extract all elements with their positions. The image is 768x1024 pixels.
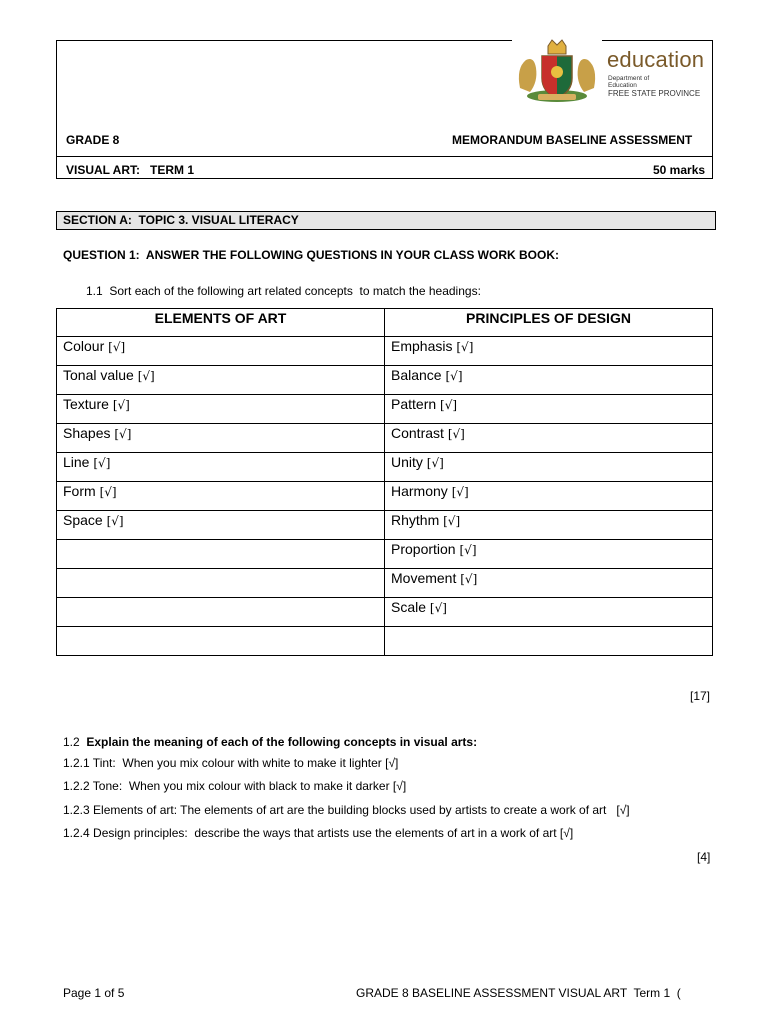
footer-title: GRADE 8 BASELINE ASSESSMENT VISUAL ART Term 1 (: [356, 986, 681, 1000]
answer-1-2-1: 1.2.1 Tint: When you mix colour with white to make it lighter [√]: [63, 756, 399, 770]
concept-label: Balance: [391, 367, 442, 383]
element-of-art-cell: [57, 540, 385, 569]
element-of-art-cell: [57, 627, 385, 656]
tick-mark: [√]: [445, 369, 463, 383]
concept-label: Texture: [63, 396, 109, 412]
principle-of-design-cell: [385, 337, 713, 366]
concept-label: Harmony: [391, 483, 448, 499]
table-row: [57, 395, 713, 424]
tick-mark: [√]: [93, 456, 111, 470]
concept-label: Tonal value: [63, 367, 134, 383]
tick-mark: [√]: [459, 543, 477, 557]
table-header-row: [57, 309, 713, 337]
concept-label: Shapes: [63, 425, 111, 441]
principle-of-design-cell: [385, 366, 713, 395]
concept-label: Colour: [63, 338, 105, 354]
principle-of-design-cell: [385, 482, 713, 511]
element-of-art-cell: [57, 569, 385, 598]
tick-mark: [√]: [112, 398, 130, 412]
tick-mark: [√]: [447, 427, 465, 441]
tick-mark: [√]: [108, 340, 126, 354]
question-1-1-prompt: 1.1 Sort each of the following art related concepts to match the headings:: [86, 284, 481, 298]
tick-mark: [√]: [456, 340, 474, 354]
question-1-2-number: 1.2: [63, 735, 84, 749]
answer-1-2-4: 1.2.4 Design principles: describe the ways that artists use the elements of art in a work of art [√]: [63, 826, 574, 840]
principle-of-design-cell: [385, 569, 713, 598]
table-row: [57, 569, 713, 598]
tick-mark: [√]: [440, 398, 458, 412]
concept-label: Unity: [391, 454, 423, 470]
question-1-2-prompt: [63, 735, 477, 749]
table-row: [57, 482, 713, 511]
answer-1-2-3: 1.2.3 Elements of art: The elements of art are the building blocks used by artists to create a work of art [√]: [63, 803, 630, 817]
logo-subtitle: [608, 75, 700, 98]
element-of-art-cell: [57, 598, 385, 627]
marks-1-2: [4]: [697, 850, 711, 864]
table-row: [57, 424, 713, 453]
concepts-table: [56, 308, 713, 656]
logo-sub-line-2: Education: [608, 82, 637, 89]
table-row: [57, 598, 713, 627]
logo-sub-line-1: Department of: [608, 75, 650, 82]
table-row: [57, 511, 713, 540]
page-number: Page 1 of 5: [63, 986, 125, 1000]
logo-wordmark: education: [607, 47, 705, 72]
element-of-art-cell: [57, 366, 385, 395]
concept-label: Space: [63, 512, 103, 528]
principle-of-design-cell: [385, 627, 713, 656]
table-row: [57, 453, 713, 482]
tick-mark: [√]: [137, 369, 155, 383]
question-1-2-text: Explain the meaning of each of the following concepts in visual arts:: [86, 735, 478, 749]
principle-of-design-cell: [385, 453, 713, 482]
grade-label: GRADE 8: [66, 133, 120, 147]
table-row: [57, 366, 713, 395]
subject-term: VISUAL ART: TERM 1: [66, 163, 195, 177]
tick-mark: [√]: [106, 514, 124, 528]
header-principles-of-design: PRINCIPLES OF DESIGN: [385, 309, 713, 337]
principle-of-design-cell: [385, 540, 713, 569]
element-of-art-cell: [57, 395, 385, 424]
concept-label: Movement: [391, 570, 457, 586]
concept-label: Rhythm: [391, 512, 440, 528]
table-row: [57, 627, 713, 656]
section-title-text: SECTION A: TOPIC 3. VISUAL LITERACY: [63, 213, 299, 227]
tick-mark: [√]: [429, 601, 447, 615]
concept-label: Emphasis: [391, 338, 453, 354]
concept-label: Form: [63, 483, 96, 499]
tick-mark: [√]: [114, 427, 132, 441]
tick-mark: [√]: [460, 572, 478, 586]
element-of-art-cell: [57, 453, 385, 482]
tick-mark: [√]: [443, 514, 461, 528]
question-1-heading: QUESTION 1: ANSWER THE FOLLOWING QUESTIONS IN YOUR CLASS WORK BOOK:: [63, 248, 560, 262]
marks-1-1: [17]: [690, 689, 711, 703]
section-title: [56, 211, 716, 230]
total-marks: 50 marks: [653, 163, 706, 177]
concept-label: Contrast: [391, 425, 444, 441]
memo-title: MEMORANDUM BASELINE ASSESSMENT: [452, 133, 693, 147]
element-of-art-cell: [57, 482, 385, 511]
principle-of-design-cell: [385, 395, 713, 424]
principle-of-design-cell: [385, 424, 713, 453]
element-of-art-cell: [57, 337, 385, 366]
header-elements-of-art: ELEMENTS OF ART: [57, 309, 385, 337]
tick-mark: [√]: [99, 485, 117, 499]
answer-1-2-2: 1.2.2 Tone: When you mix colour with black to make it darker [√]: [63, 779, 407, 793]
coat-of-arms-icon: [512, 38, 602, 104]
table-row: [57, 337, 713, 366]
concept-label: Scale: [391, 599, 427, 615]
element-of-art-cell: [57, 424, 385, 453]
tick-mark: [√]: [451, 485, 469, 499]
element-of-art-cell: [57, 511, 385, 540]
concept-label: Pattern: [391, 396, 437, 412]
concept-label: Line: [63, 454, 90, 470]
logo-sub-line-3: FREE STATE PROVINCE: [608, 89, 701, 98]
header-divider: [56, 156, 713, 157]
principle-of-design-cell: [385, 511, 713, 540]
concept-label: Proportion: [391, 541, 456, 557]
principle-of-design-cell: [385, 598, 713, 627]
tick-mark: [√]: [426, 456, 444, 470]
table-row: [57, 540, 713, 569]
